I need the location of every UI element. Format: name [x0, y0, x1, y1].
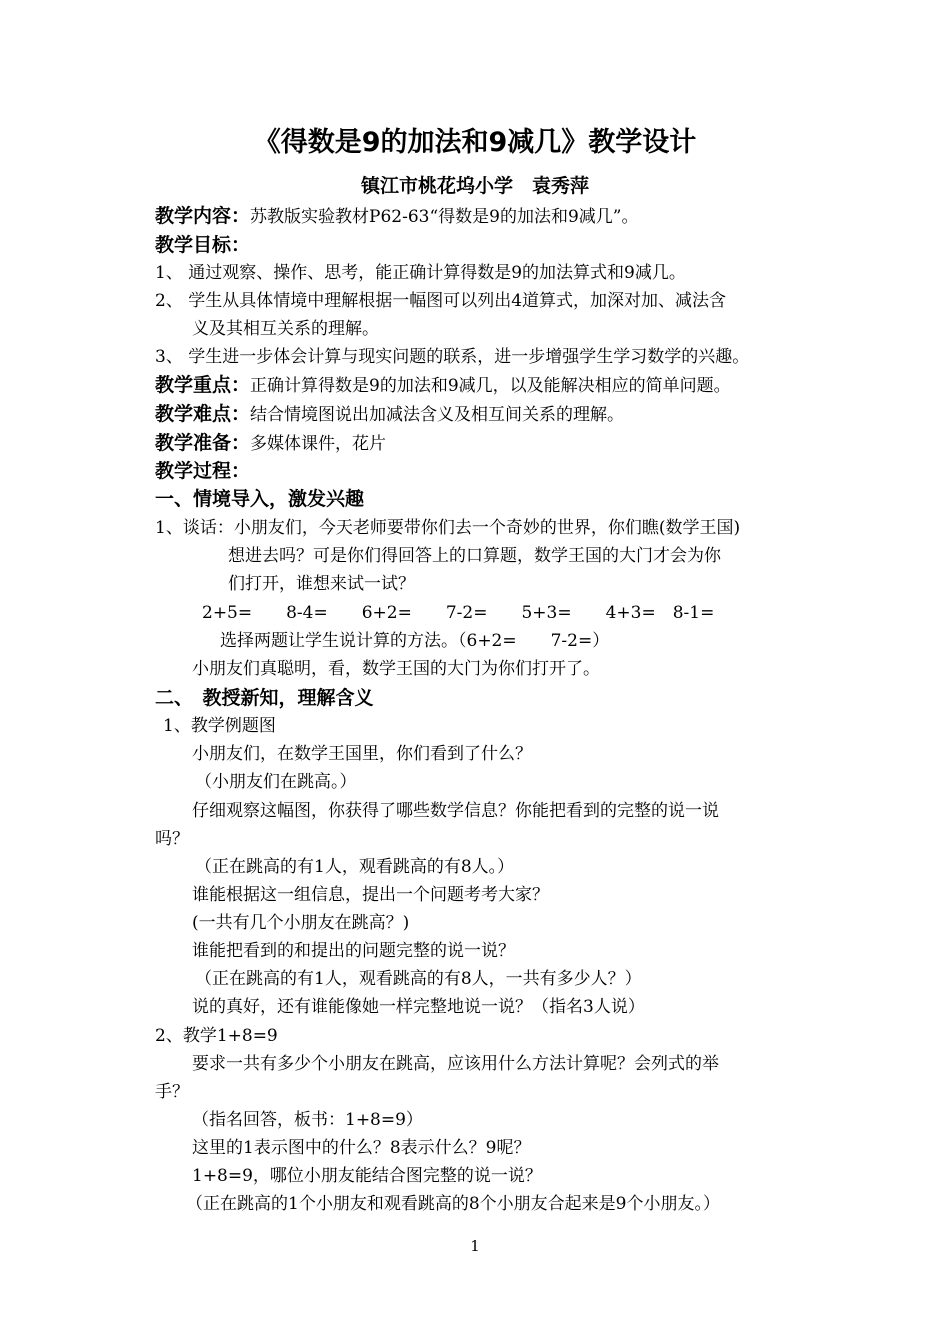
goal-item: 1、 通过观察、操作、思考，能正确计算得数是9的加法算式和9减几。 [155, 263, 686, 283]
preparation [155, 432, 386, 455]
section-1-line: 1、谈话：小朋友们，今天老师要带你们去一个奇妙的世界，你们瞧(数学王国) [155, 518, 741, 538]
section-2-line: （小朋友们在跳高。） [195, 772, 357, 792]
section-1-line: 小朋友们真聪明，看，数学王国的大门为你们打开了。 [192, 659, 600, 679]
section-1-line: 们打开，谁想来试一试？ [228, 574, 415, 594]
author-line: 镇江市桃花坞小学 袁秀萍 [360, 175, 589, 197]
key-point-label: 教学重点： [155, 374, 251, 396]
section-1-line: 想进去吗？可是你们得回答上的口算题，数学王国的大门才会为你 [228, 546, 721, 566]
teaching-content-text: 苏教版实验教材P62-63“得数是9的加法和9减几”。 [250, 207, 639, 227]
preparation-label: 教学准备： [155, 432, 251, 454]
section-1-line: 2+5= 8-4= 6+2= 7-2= 5+3= 4+3= 8-1= [202, 603, 715, 623]
section-2-line: 要求一共有多少个小朋友在跳高，应该用什么方法计算呢？会列式的举 [192, 1054, 719, 1074]
teaching-goals-label: 教学目标： [155, 234, 251, 256]
section-2-line: 说的真好，还有谁能像她一样完整地说一说？（指名3人说） [192, 997, 645, 1017]
difficulty [155, 403, 624, 426]
section-1-heading: 一、情境导入，激发兴趣 [155, 488, 365, 510]
section-2-line: 仔细观察这幅图，你获得了哪些数学信息？你能把看到的完整的说一说 [192, 801, 719, 821]
section-2-line: 谁能把看到的和提出的问题完整的说一说？ [192, 941, 515, 961]
section-2-line: 1+8=9，哪位小朋友能结合图完整的说一说？ [192, 1166, 542, 1186]
section-2-line: 2、教学1+8=9 [155, 1026, 278, 1046]
goal-item: 义及其相互关系的理解。 [192, 319, 379, 339]
section-2-line: 吗？ [155, 829, 189, 849]
key-point [155, 374, 731, 397]
section-1-line: 选择两题让学生说计算的方法。（6+2= 7-2=） [220, 631, 610, 651]
goal-item: 2、 学生从具体情境中理解根据一幅图可以列出4道算式，加深对加、减法含 [155, 291, 727, 311]
section-2-line: 这里的1表示图中的什么？8表示什么？9呢？ [192, 1138, 531, 1158]
process-label: 教学过程： [155, 460, 251, 482]
teaching-content [155, 205, 638, 228]
preparation-text: 多媒体课件，花片 [250, 434, 387, 454]
section-2-line: 谁能根据这一组信息，提出一个问题考考大家？ [192, 885, 549, 905]
teaching-content-label: 教学内容： [155, 205, 251, 227]
section-2-line: （正在跳高的有1人，观看跳高的有8人。） [195, 857, 515, 877]
difficulty-text: 结合情境图说出加减法含义及相互间关系的理解。 [250, 405, 625, 425]
section-2-line: （指名回答，板书：1+8=9） [192, 1110, 423, 1130]
section-2-line: 手？ [155, 1082, 189, 1102]
page-number: 1 [470, 1237, 480, 1255]
goal-item: 3、 学生进一步体会计算与现实问题的联系，进一步增强学生学习数学的兴趣。 [155, 347, 750, 367]
key-point-text: 正确计算得数是9的加法和9减几，以及能解决相应的简单问题。 [250, 376, 731, 396]
section-2-line: （正在跳高的1个小朋友和观看跳高的8个小朋友合起来是9个小朋友。） [186, 1194, 720, 1214]
section-2-line: 小朋友们，在数学王国里，你们看到了什么？ [192, 744, 532, 764]
difficulty-label: 教学难点： [155, 403, 251, 425]
section-2-line: (一共有几个小朋友在跳高？) [192, 913, 410, 933]
section-2-line: （正在跳高的有1人，观看跳高的有8人，一共有多少人？） [195, 969, 642, 989]
section-2-line: 1、教学例题图 [163, 716, 276, 736]
section-2-heading: 二、 教授新知，理解含义 [155, 687, 374, 709]
document-title: 《得数是9的加法和9减几》教学设计 [253, 127, 697, 158]
